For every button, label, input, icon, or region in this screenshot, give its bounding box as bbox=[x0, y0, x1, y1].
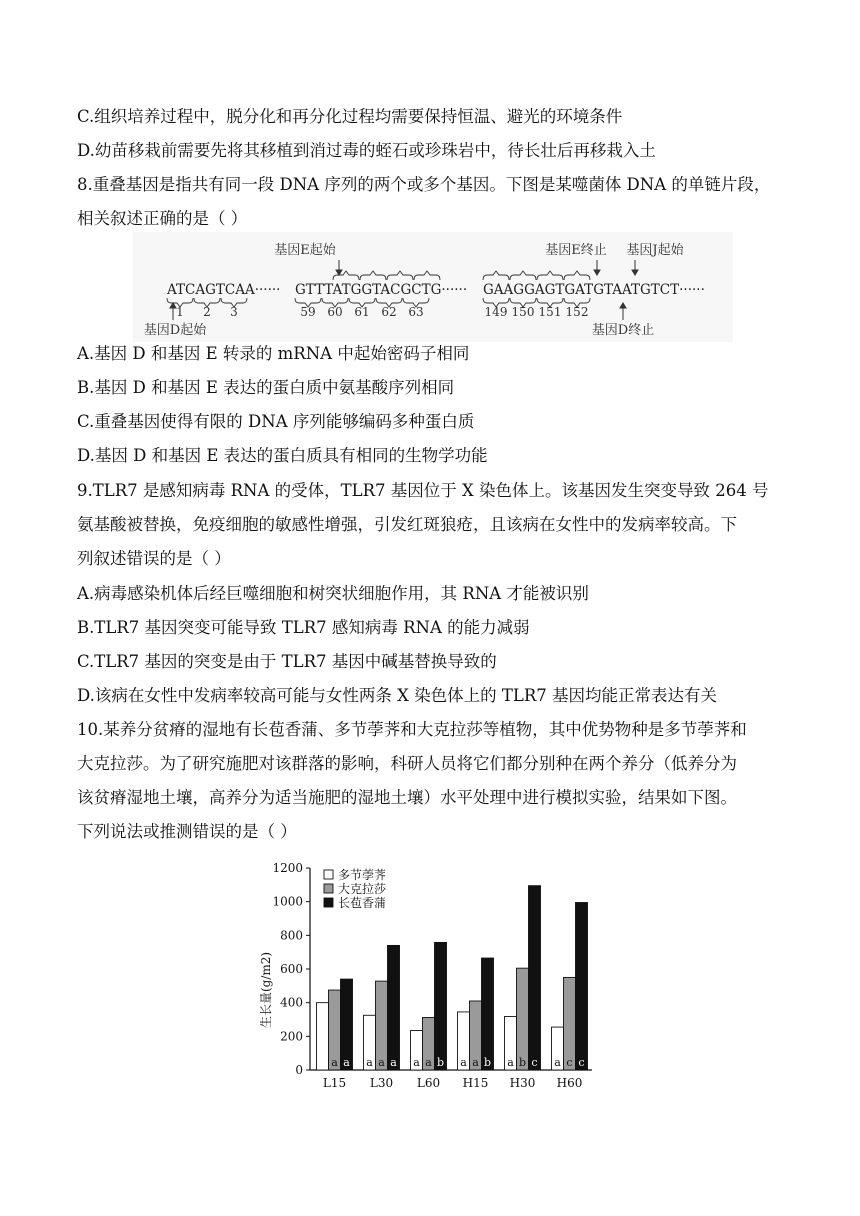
bar-H15-2 bbox=[482, 958, 494, 1070]
y-tick-label: 400 bbox=[280, 995, 303, 1010]
codon-number: 2 bbox=[203, 305, 211, 319]
chart-bars bbox=[317, 886, 588, 1070]
bar-H60-2 bbox=[576, 903, 588, 1070]
text-line-a9: A.病毒感染机体后经巨噬细胞和树突状细胞作用，其 RNA 才能被识别 bbox=[77, 584, 589, 603]
x-tick-labels bbox=[323, 1076, 582, 1090]
label-gene-e-start: 基因E起始 bbox=[274, 243, 336, 258]
label-gene-e-end: 基因E终止 bbox=[545, 243, 607, 258]
text-line-q10c: 该贫瘠湿地土壤，高养分为适当施肥的湿地土壤）水平处理中进行模拟实验，结果如下图。 bbox=[77, 788, 737, 807]
y-tick-label: 600 bbox=[280, 962, 303, 976]
significance-letter: b bbox=[483, 1056, 492, 1069]
codon-number: 61 bbox=[354, 305, 370, 319]
sequence-segment-1: ATCAGTCAA······ bbox=[167, 282, 281, 298]
bar-L60-2 bbox=[435, 942, 447, 1070]
text-line-c7: C.组织培养过程中，脱分化和再分化过程均需要保持恒温、避光的环境条件 bbox=[77, 107, 623, 126]
codon-number: 59 bbox=[300, 305, 316, 319]
sequence-segment-2: GTTTATGGTACGCTG······ bbox=[295, 282, 468, 298]
legend-label: 大克拉莎 bbox=[338, 882, 387, 896]
sequence-segment-3: GAAGGAGTGATGTAATGTCT······ bbox=[483, 282, 705, 298]
text-line-c9: C.TLR7 基因的突变是由于 TLR7 基因中碱基替换导致的 bbox=[77, 652, 497, 671]
text-line-a8: A.基因 D 和基因 E 转录的 mRNA 中起始密码子相同 bbox=[77, 344, 470, 363]
bar-H30-1 bbox=[517, 968, 529, 1070]
text-line-q9c: 列叙述错误的是（ ） bbox=[77, 549, 231, 568]
text-line-d7: D.幼苗移栽前需要先将其移植到消过毒的蛭石或珍珠岩中，待长壮后再移栽入土 bbox=[77, 141, 656, 160]
x-tick-label: L30 bbox=[369, 1076, 394, 1090]
chart-legend bbox=[324, 867, 387, 910]
y-axis-label: 生长量(g/m2) bbox=[259, 951, 273, 1029]
text-line-q9b: 氨基酸被替换，免疫细胞的敏感性增强，引发红斑狼疮，且该病在女性中的发病率较高。下 bbox=[77, 515, 737, 534]
y-tick-label: 200 bbox=[280, 1029, 303, 1044]
bar-L30-2 bbox=[388, 945, 400, 1070]
significance-letter: a bbox=[472, 1056, 479, 1069]
codon-number: 149 bbox=[484, 305, 508, 319]
text-line-c8: C.重叠基因使得有限的 DNA 序列能够编码多种蛋白质 bbox=[77, 412, 475, 431]
text-line-q8b: 相关叙述正确的是（ ） bbox=[77, 209, 248, 228]
significance-letter: a bbox=[331, 1056, 338, 1069]
legend-swatch bbox=[324, 884, 333, 893]
significance-letter: a bbox=[390, 1056, 397, 1069]
text-line-q8a: 8.重叠基因是指共有同一段 DNA 序列的两个或多个基因。下图是某噬菌体 DNA 的单链片段， bbox=[77, 175, 771, 194]
significance-letter: b bbox=[436, 1056, 445, 1069]
significance-letter: a bbox=[378, 1056, 385, 1069]
legend-swatch bbox=[324, 898, 333, 907]
label-gene-d-end: 基因D终止 bbox=[591, 323, 655, 338]
legend-swatch bbox=[324, 870, 333, 879]
x-tick-label: L60 bbox=[416, 1076, 441, 1090]
text-line-d8: D.基因 D 和基因 E 表达的蛋白质具有相同的生物学功能 bbox=[77, 446, 488, 465]
bar-L15-0 bbox=[317, 1003, 329, 1070]
x-tick-label: H30 bbox=[509, 1076, 536, 1090]
significance-letter: c bbox=[566, 1056, 573, 1069]
text-line-q10a: 10.某养分贫瘠的湿地有长苞香蒲、多节荸荠和大克拉莎等植物，其中优势物种是多节荸荠和 bbox=[77, 720, 747, 739]
significance-letter: c bbox=[531, 1056, 538, 1069]
significance-letter: c bbox=[578, 1056, 585, 1069]
significance-letter: a bbox=[413, 1056, 420, 1069]
x-tick-label: H15 bbox=[462, 1076, 489, 1090]
codon-number: 150 bbox=[511, 305, 535, 319]
x-tick-label: H60 bbox=[556, 1076, 583, 1090]
growth-bar-chart bbox=[250, 852, 610, 1098]
significance-letter: b bbox=[518, 1056, 527, 1069]
legend-label: 长苞香蒲 bbox=[338, 896, 387, 910]
legend-label: 多节荸荠 bbox=[338, 868, 387, 882]
significance-letter: a bbox=[425, 1056, 432, 1069]
codon-number: 151 bbox=[538, 305, 562, 319]
significance-letter: a bbox=[343, 1056, 350, 1069]
y-tick-label: 1200 bbox=[272, 861, 303, 875]
significance-letter: a bbox=[460, 1056, 467, 1069]
label-gene-d-start: 基因D起始 bbox=[143, 323, 207, 338]
significance-letter: a bbox=[366, 1056, 373, 1069]
text-line-b9: B.TLR7 基因突变可能导致 TLR7 感知病毒 RNA 的能力减弱 bbox=[77, 618, 530, 637]
x-tick-label: L15 bbox=[322, 1076, 347, 1090]
text-line-b8: B.基因 D 和基因 E 表达的蛋白质中氨基酸序列相同 bbox=[77, 378, 455, 397]
codon-number: 1 bbox=[176, 305, 184, 319]
y-tick-labels bbox=[272, 861, 303, 1077]
y-tick-label: 0 bbox=[295, 1063, 303, 1077]
y-tick-label: 1000 bbox=[272, 894, 303, 909]
label-gene-j-start: 基因J起始 bbox=[626, 243, 684, 258]
codon-number: 3 bbox=[230, 305, 238, 319]
text-line-d9: D.该病在女性中发病率较高可能与女性两条 X 染色体上的 TLR7 基因均能正常表达有关 bbox=[77, 686, 717, 705]
text-line-q10d: 下列说法或推测错误的是（ ） bbox=[77, 822, 297, 841]
significance-letter: a bbox=[554, 1056, 561, 1069]
dna-sequence-figure bbox=[133, 232, 733, 342]
codon-number: 60 bbox=[327, 305, 343, 319]
codon-number: 63 bbox=[408, 305, 424, 319]
text-line-q9a: 9.TLR7 是感知病毒 RNA 的受体，TLR7 基因位于 X 染色体上。该基因发生突变导致 264 号 bbox=[77, 481, 769, 500]
codon-number: 62 bbox=[381, 305, 397, 319]
text-line-q10b: 大克拉莎。为了研究施肥对该群落的影响，科研人员将它们都分别种在两个养分（低养分为 bbox=[77, 754, 737, 773]
codon-number: 152 bbox=[565, 305, 589, 319]
bar-H30-2 bbox=[529, 886, 541, 1070]
significance-letter: a bbox=[507, 1056, 514, 1069]
y-tick-label: 800 bbox=[280, 928, 303, 943]
